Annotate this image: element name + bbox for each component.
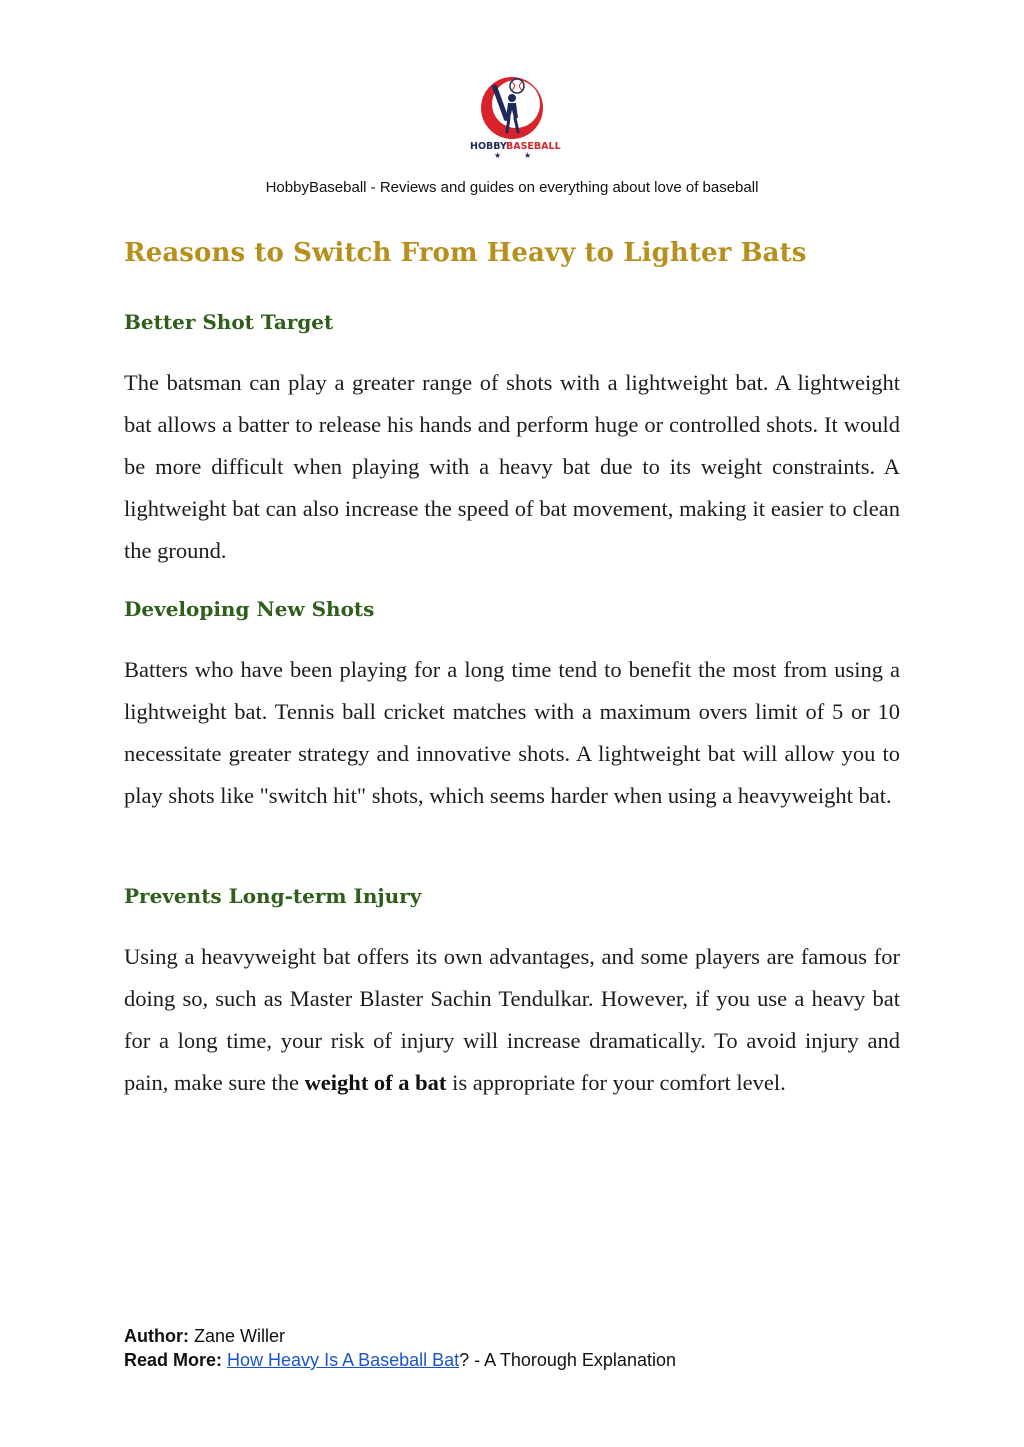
svg-text:★: ★ (524, 151, 532, 160)
article-footer (124, 1324, 676, 1372)
section-paragraph-developing-new-shots: Batters who have been playing for a long time tend to benefit the most from using a lightweight bat. Tennis ball cricket matches with a maximum overs limit of 5 or 10 necessitate greater strategy and innovative shots. A lightweight bat will allow you to play shots like "switch hit" shots, which seems harder when using a heavyweight bat. (124, 657, 900, 808)
site-tagline: HobbyBaseball - Reviews and guides on everything about love of baseball (265, 179, 759, 196)
paragraph-text-end: is appropriate for your comfort level. (446, 1070, 786, 1095)
bold-phrase-weight-of-a-bat: weight of a bat (304, 1070, 447, 1095)
section-paragraph-prevents-injury (124, 936, 900, 1104)
svg-text:★: ★ (494, 151, 502, 160)
section-heading-developing-new-shots: Developing New Shots (124, 597, 375, 621)
read-more-suffix: ? - A Thorough Explanation (459, 1350, 676, 1370)
author-label: Author: (124, 1326, 189, 1346)
section-heading-better-shot-target: Better Shot Target (124, 310, 334, 334)
read-more-label: Read More: (124, 1350, 223, 1370)
author-line (124, 1324, 676, 1348)
hobbybaseball-logo (462, 70, 562, 162)
svg-text:HOBBY: HOBBY (470, 141, 507, 152)
article-title: Reasons to Switch From Heavy to Lighter Bats (124, 238, 807, 268)
read-more-link[interactable]: How Heavy Is A Baseball Bat (227, 1350, 460, 1370)
read-more-line (124, 1348, 676, 1372)
section-heading-prevents-injury: Prevents Long-term Injury (124, 884, 422, 908)
svg-text:BASEBALL: BASEBALL (506, 141, 561, 152)
author-name: Zane Willer (188, 1326, 286, 1346)
section-paragraph-better-shot-target: The batsman can play a greater range of shots with a lightweight bat. A lightweight bat allows a batter to release his hands and perform huge or controlled shots. It would be more difficult when playing with a heavy bat due to its weight constraints. A lightweight bat can also increase the speed of bat movement, making it easier to clean the ground. (124, 370, 900, 563)
paragraph-text: Using a heavyweight bat offers its own advantages, and some players are famous for doing so, such as Master Blaster Sachin Tendulkar. However, if you use a heavy bat for a long time, your risk of injury will increase dramatically. To avoid injury and pain, make sure the (124, 944, 900, 1095)
